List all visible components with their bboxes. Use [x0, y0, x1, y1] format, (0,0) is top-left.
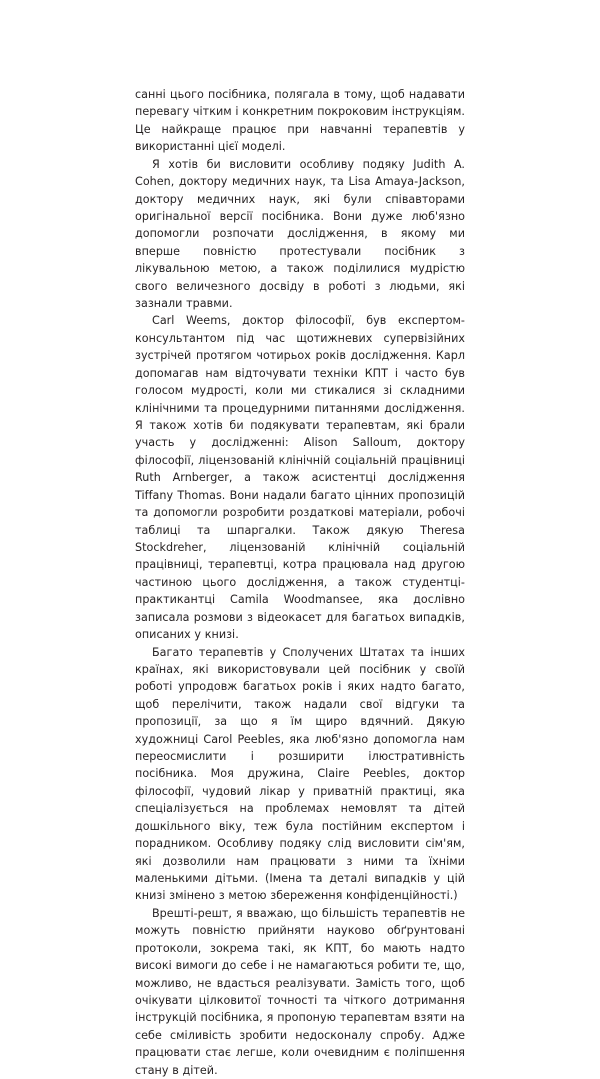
paragraph-many-therapists: Багато терапевтів у Сполучених Штатах та інших країнах, які використовували цей посібник у своїй роботі упродовж багатьох років і яких надто багато, щоб перелічити, також надали свої відгуки та пропозиції, за що я їм щиро вдячний. Дякую художниці Carol Peebles, яка люб'язно допомогла нам переосмислити і розширити ілюстративність посібника. Моя дружина, Claire Peebles, доктор філософії, чудовий лікар у приватній практиці, яка спеціалізується на проблемах немовлят та дітей дошкільного віку, теж була постійним експертом і порадником. Особливу подяку слід висловити сім'ям, які дозволили нам працювати з ними та їхніми маленькими дітьми. (Імена та деталі випадків у цій книзі змінено з метою збереження конфіденційності.)	[135, 645, 465, 903]
paragraph-continuation: санні цього посібника, полягала в тому, щоб надавати перевагу чітким і конкретним покроковим інструкціям. Це найкраще працює при навчанні терапевтів у використанні цієї моделі.	[135, 88, 465, 154]
paragraph-carl-weems: Carl Weems, доктор філософії, був експертом-консультантом під час щотижневих супервізійних зустрічей протягом чотирьох років дослідження. Карл допомагав нам відточувати техніки КПТ і часто був голосом мудрості, коли ми стикалися зі складними клінічними та процедурними питаннями дослідження. Я також хотів би подякувати терапевтам, які брали участь у дослідженні: Alison Salloum, доктору філософії, ліцензованій клінічній соціальній працівниці Ruth Arnberger, а також асистентці дослідження Tiffany Thomas. Вони надали багато цінних пропозицій та допомогли розробити роздаткові матеріали, робочі таблиці та шпаргалки. Також дякую Theresa Stockdreher, ліцензованій клінічній соціальній працівниці, терапевтці, котра працювала над другою частиною цього дослідження, а також студентці-практикантці Camila Woodmansee, яка дослівно записала розмови з відеокасет для багатьох випадків, описаних у книзі.	[135, 314, 465, 642]
body-text-column	[135, 86, 465, 1079]
paragraph-conclusion: Врешті-решт, я вважаю, що більшість терапевтів не можуть повністю прийняти науково обґрунтовані протоколи, зокрема такі, як КПТ, бо мають надто високі вимоги до себе і не намагаються робити те, що, можливо, не вдасться реалізувати. Замість того, щоб очікувати цілковитої точності та чіткого дотримання інструкцій посібника, я пропоную терапевтам взяти на себе сміливість зробити недосконалу спробу. Адже працювати стає легше, коли очевидним є поліпшення стану в дітей.	[135, 906, 465, 1077]
paragraph-judith-cohen: Я хотів би висловити особливу подяку Judith A. Cohen, доктору медичних наук, та Lisa Amaya-Jackson, доктору медичних наук, які були співавторами оригінальної версії посібника. Вони дуже люб'язно допомогли розпочати дослідження, в якому ми вперше повністю протестували посібник з лікувальною метою, а також поділилися мудрістю свого величезного досвіду в роботі з людьми, які зазнали травми.	[135, 157, 465, 311]
